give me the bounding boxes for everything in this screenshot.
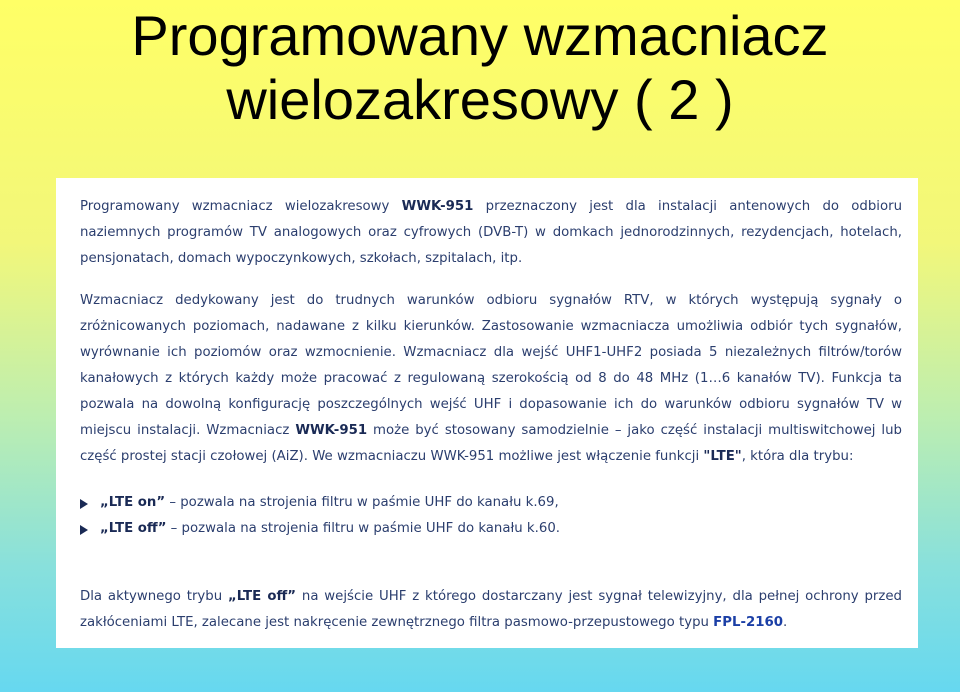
lte-on-text: – pozwala na strojenia filtru w paśmie UHF do kanału k.69,	[165, 495, 559, 510]
filter-model-name: FPL-2160	[713, 615, 783, 630]
recommendation-text-end: .	[783, 615, 788, 630]
lte-mode-list	[80, 490, 902, 542]
paragraph-recommendation	[80, 584, 902, 636]
recommendation-text-start: Dla aktywnego trybu	[80, 589, 228, 604]
description-tail: , która dla trybu:	[741, 449, 854, 464]
paragraph-description	[80, 288, 902, 470]
lte-function-name: "LTE"	[703, 449, 742, 464]
lte-on-label: „LTE on”	[100, 495, 166, 510]
slide-title-line-2: wielozakresowy ( 2 )	[226, 68, 734, 131]
list-item	[80, 490, 902, 516]
bullet-arrow-icon	[80, 525, 88, 535]
list-item	[80, 516, 902, 542]
bullet-arrow-icon	[80, 499, 88, 509]
recommendation-text-middle: na wejście UHF z którego dostarczany jest sygnał telewizyjny, dla pełnej ochrony przed zakłóceniami LTE, zalecane jest nakręcenie zewnętrznego filtra pasmowo-przepustowego typu	[80, 589, 902, 630]
slide-title-line-1: Programowany wzmacniacz	[131, 4, 829, 67]
description-text-continued: może być stosowany samodzielnie – jako część instalacji multiswitchowej lub część prostej stacji czołowej (AiZ). We wzmacniaczu WWK-951 możliwe jest włączenie funkcji	[80, 423, 902, 464]
paragraph-intro	[80, 194, 902, 272]
intro-text-start: Programowany wzmacniacz wielozakresowy	[80, 199, 402, 214]
lte-off-label: „LTE off”	[100, 521, 167, 536]
slide-title	[0, 4, 960, 132]
intro-text-end: przeznaczony jest dla instalacji antenowych do odbioru naziemnych programów TV analogowych oraz cyfrowych (DVB-T) w domkach jednorodzinnych, rezydencjach, hotelach, pensjonatach, domach wypoczynkowych, szkołach, szpitalach, itp.	[80, 199, 903, 266]
document-panel	[56, 178, 918, 648]
model-name: WWK-951	[295, 423, 368, 438]
lte-off-text: – pozwala na strojenia filtru w paśmie UHF do kanału k.60.	[166, 521, 561, 536]
model-name: WWK-951	[401, 199, 474, 214]
description-text: Wzmacniacz dedykowany jest do trudnych warunków odbioru sygnałów RTV, w których występują sygnały o zróżnicowanych poziomach, nadawane z kilku kierunków. Zastosowanie wzmacniacza umożliwia odbiór tych sygnałów, wyrównanie ich poziomów oraz wzmocnienie. Wzmacniacz dla wejść UHF1-UHF2 posiada 5 niezależnych filtrów/torów kanałowych z których każdy może pracować z regulowaną szerokością od 8 do 48 MHz (1…6 kanałów TV). Funkcja ta pozwala na dowolną konfigurację poszczególnych wejść UHF i dopasowanie ich do warunków odbioru sygnałów TV w miejscu instalacji. Wzmacniacz	[80, 293, 902, 438]
lte-off-mode: „LTE off”	[228, 589, 297, 604]
